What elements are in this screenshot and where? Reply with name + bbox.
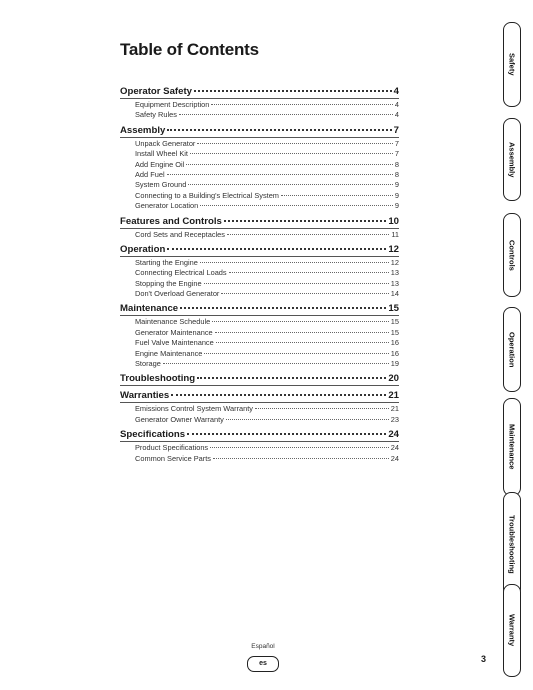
tab-safety[interactable] xyxy=(503,22,521,107)
toc-entry[interactable] xyxy=(120,149,399,159)
dot-leader xyxy=(180,307,386,309)
tab-label: Operation xyxy=(507,331,517,368)
toc-section xyxy=(120,390,399,425)
dot-leader xyxy=(186,164,393,165)
tab-assembly[interactable] xyxy=(503,118,521,201)
toc-entry-label: Fuel Valve Maintenance xyxy=(135,338,214,348)
toc-entry[interactable] xyxy=(120,160,399,170)
toc-entry-page: 19 xyxy=(390,359,399,369)
toc-entry-label: Don't Overload Generator xyxy=(135,289,220,299)
toc-entry-label: Add Engine Oil xyxy=(135,159,185,169)
toc-section-heading[interactable] xyxy=(120,86,399,98)
toc-entry-label: Cord Sets and Receptacles xyxy=(135,229,225,239)
toc-entry-label: Starting the Engine xyxy=(135,257,198,267)
tab-label: Troubleshooting xyxy=(507,515,517,574)
toc-section xyxy=(120,244,399,300)
toc-entry-page: 24 xyxy=(390,443,399,453)
section-tabs xyxy=(503,0,533,690)
toc-entry-label: Safety Rules xyxy=(135,110,177,120)
toc-entry-page: 7 xyxy=(394,138,399,148)
tab-label: Maintenance xyxy=(507,424,517,470)
dot-leader xyxy=(190,153,393,154)
page-number: 3 xyxy=(481,654,487,664)
dot-leader xyxy=(187,433,386,435)
dot-leader xyxy=(215,332,389,333)
dot-leader xyxy=(167,174,393,175)
dot-leader xyxy=(212,321,389,322)
toc-entry-page: 8 xyxy=(394,169,399,179)
toc-entry[interactable] xyxy=(120,349,399,359)
section-rule xyxy=(120,137,399,138)
toc-entry-page: 24 xyxy=(390,453,399,463)
toc-entry[interactable] xyxy=(120,443,399,453)
toc-section-heading[interactable] xyxy=(120,390,399,402)
toc-entry-label: Equipment Description xyxy=(135,100,210,109)
tab-maintenance[interactable] xyxy=(503,398,521,496)
toc-heading-label: Warranties xyxy=(120,390,170,402)
dot-leader xyxy=(216,342,389,343)
toc-heading-label: Operator Safety xyxy=(120,86,192,97)
toc-entry-page: 9 xyxy=(394,190,399,200)
toc-entry-page: 9 xyxy=(394,201,399,211)
dot-leader xyxy=(200,262,389,263)
toc-list xyxy=(120,86,399,468)
toc-entry-page: 16 xyxy=(390,348,399,358)
dot-leader xyxy=(167,129,391,131)
toc-entry[interactable] xyxy=(120,201,399,211)
section-rule xyxy=(120,315,399,316)
toc-entry-label: Common Service Parts xyxy=(135,453,211,463)
dot-leader xyxy=(224,220,387,222)
toc-heading-page: 10 xyxy=(388,215,399,227)
dot-leader xyxy=(204,353,388,354)
toc-section xyxy=(120,373,399,386)
toc-entry-label: Unpack Generator xyxy=(135,138,196,148)
section-rule xyxy=(120,256,399,257)
dot-leader xyxy=(227,234,389,235)
toc-entry[interactable] xyxy=(120,328,399,338)
toc-heading-label: Operation xyxy=(120,243,166,255)
toc-entry-label: Add Fuel xyxy=(135,169,165,179)
toc-heading-label: Assembly xyxy=(120,124,166,136)
dot-leader xyxy=(200,205,393,206)
toc-entry-page: 12 xyxy=(390,257,399,267)
toc-entry-label: Maintenance Schedule xyxy=(135,317,211,327)
toc-entry[interactable] xyxy=(120,180,399,190)
toc-heading-page: 7 xyxy=(393,124,399,136)
toc-section xyxy=(120,86,399,121)
toc-entry-page: 15 xyxy=(390,317,399,327)
toc-section-heading[interactable] xyxy=(120,216,399,228)
toc-heading-label: Maintenance xyxy=(120,303,179,315)
toc-entry[interactable] xyxy=(120,289,399,299)
language-badge[interactable]: es xyxy=(247,656,279,672)
toc-entry-label: System Ground xyxy=(135,180,187,190)
toc-section-heading[interactable] xyxy=(120,373,399,385)
toc-section-heading[interactable] xyxy=(120,125,399,137)
toc-heading-page: 21 xyxy=(388,390,399,402)
toc-section-heading[interactable] xyxy=(120,303,399,315)
toc-heading-page: 12 xyxy=(388,243,399,255)
toc-entry[interactable] xyxy=(120,338,399,348)
language-label: Español xyxy=(251,643,275,650)
toc-entry[interactable] xyxy=(120,110,399,120)
toc-entry-label: Emissions Control System Warranty xyxy=(135,404,254,414)
section-rule xyxy=(120,402,399,403)
toc-entry-label: Connecting Electrical Loads xyxy=(135,268,227,278)
toc-section-heading[interactable] xyxy=(120,429,399,441)
toc-entry-page: 15 xyxy=(390,327,399,337)
toc-entry[interactable] xyxy=(120,230,399,240)
page-title: Table of Contents xyxy=(120,40,259,59)
dot-leader xyxy=(197,143,392,144)
toc-entry-label: Generator Location xyxy=(135,201,199,211)
section-rule xyxy=(120,98,399,99)
dot-leader xyxy=(221,293,388,294)
toc-entry-label: Storage xyxy=(135,359,161,369)
toc-entry-page: 4 xyxy=(394,110,399,120)
toc-entry-label: Generator Maintenance xyxy=(135,327,213,337)
toc-entry-page: 4 xyxy=(394,100,399,109)
toc-entry-page: 8 xyxy=(394,159,399,169)
toc-entry-page: 13 xyxy=(390,268,399,278)
toc-entry-page: 13 xyxy=(390,278,399,288)
dot-leader xyxy=(194,90,392,92)
dot-leader xyxy=(211,104,393,105)
section-rule xyxy=(120,228,399,229)
dot-leader xyxy=(255,408,389,409)
toc-entry-page: 7 xyxy=(394,149,399,159)
toc-entry-page: 23 xyxy=(390,414,399,424)
dot-leader xyxy=(188,184,393,185)
dot-leader xyxy=(229,272,389,273)
toc-entry[interactable] xyxy=(120,170,399,180)
dot-leader xyxy=(179,114,393,115)
toc-entry-label: Stopping the Engine xyxy=(135,278,202,288)
tab-operation[interactable] xyxy=(503,307,521,392)
dot-leader xyxy=(167,248,386,250)
toc-entry-label: Install Wheel Kit xyxy=(135,149,188,159)
toc-section xyxy=(120,303,399,369)
toc-section xyxy=(120,216,399,240)
tab-warranty[interactable] xyxy=(503,584,521,677)
dot-leader xyxy=(171,394,386,396)
toc-entry-label: Engine Maintenance xyxy=(135,348,203,358)
toc-entry-page: 9 xyxy=(394,180,399,190)
dot-leader xyxy=(226,419,389,420)
toc-entry[interactable] xyxy=(120,268,399,278)
tab-controls[interactable] xyxy=(503,213,521,297)
toc-entry[interactable] xyxy=(120,404,399,414)
toc-entry[interactable] xyxy=(120,359,399,369)
toc-entry-label: Connecting to a Building's Electrical System xyxy=(135,190,279,200)
dot-leader xyxy=(210,447,389,448)
tab-label: Assembly xyxy=(507,141,517,178)
tab-label: Warranty xyxy=(507,614,517,647)
toc-heading-label: Specifications xyxy=(120,429,186,441)
toc-entry[interactable] xyxy=(120,317,399,327)
toc-heading-page: 24 xyxy=(388,429,399,441)
toc-entry-page: 16 xyxy=(390,338,399,348)
toc-entry[interactable] xyxy=(120,191,399,201)
toc-entry-page: 21 xyxy=(390,404,399,414)
dot-leader xyxy=(281,195,393,196)
tab-label: Controls xyxy=(507,239,517,271)
section-rule xyxy=(120,385,399,386)
toc-heading-label: Troubleshooting xyxy=(120,373,196,385)
toc-heading-page: 15 xyxy=(388,303,399,315)
toc-entry[interactable] xyxy=(120,454,399,464)
toc-entry[interactable] xyxy=(120,279,399,289)
dot-leader xyxy=(163,363,389,364)
tab-label: Safety xyxy=(507,53,517,76)
toc-entry[interactable] xyxy=(120,415,399,425)
toc-entry-label: Product Specifications xyxy=(135,443,209,453)
toc-heading-page: 20 xyxy=(388,373,399,385)
dot-leader xyxy=(204,283,389,284)
toc-section-heading[interactable] xyxy=(120,244,399,256)
toc-heading-page: 4 xyxy=(393,86,399,97)
tab-troubleshooting[interactable] xyxy=(503,492,521,597)
toc-entry-label: Generator Owner Warranty xyxy=(135,414,224,424)
dot-leader xyxy=(213,458,389,459)
toc-entry[interactable] xyxy=(120,258,399,268)
toc-section xyxy=(120,429,399,464)
toc-entry[interactable] xyxy=(120,100,399,110)
language-selector xyxy=(246,643,280,672)
toc-entry[interactable] xyxy=(120,139,399,149)
toc-entry-page: 11 xyxy=(391,229,399,239)
toc-section xyxy=(120,125,399,212)
section-rule xyxy=(120,441,399,442)
toc-entry-page: 14 xyxy=(390,289,399,299)
toc-heading-label: Features and Controls xyxy=(120,215,222,227)
dot-leader xyxy=(197,377,386,379)
